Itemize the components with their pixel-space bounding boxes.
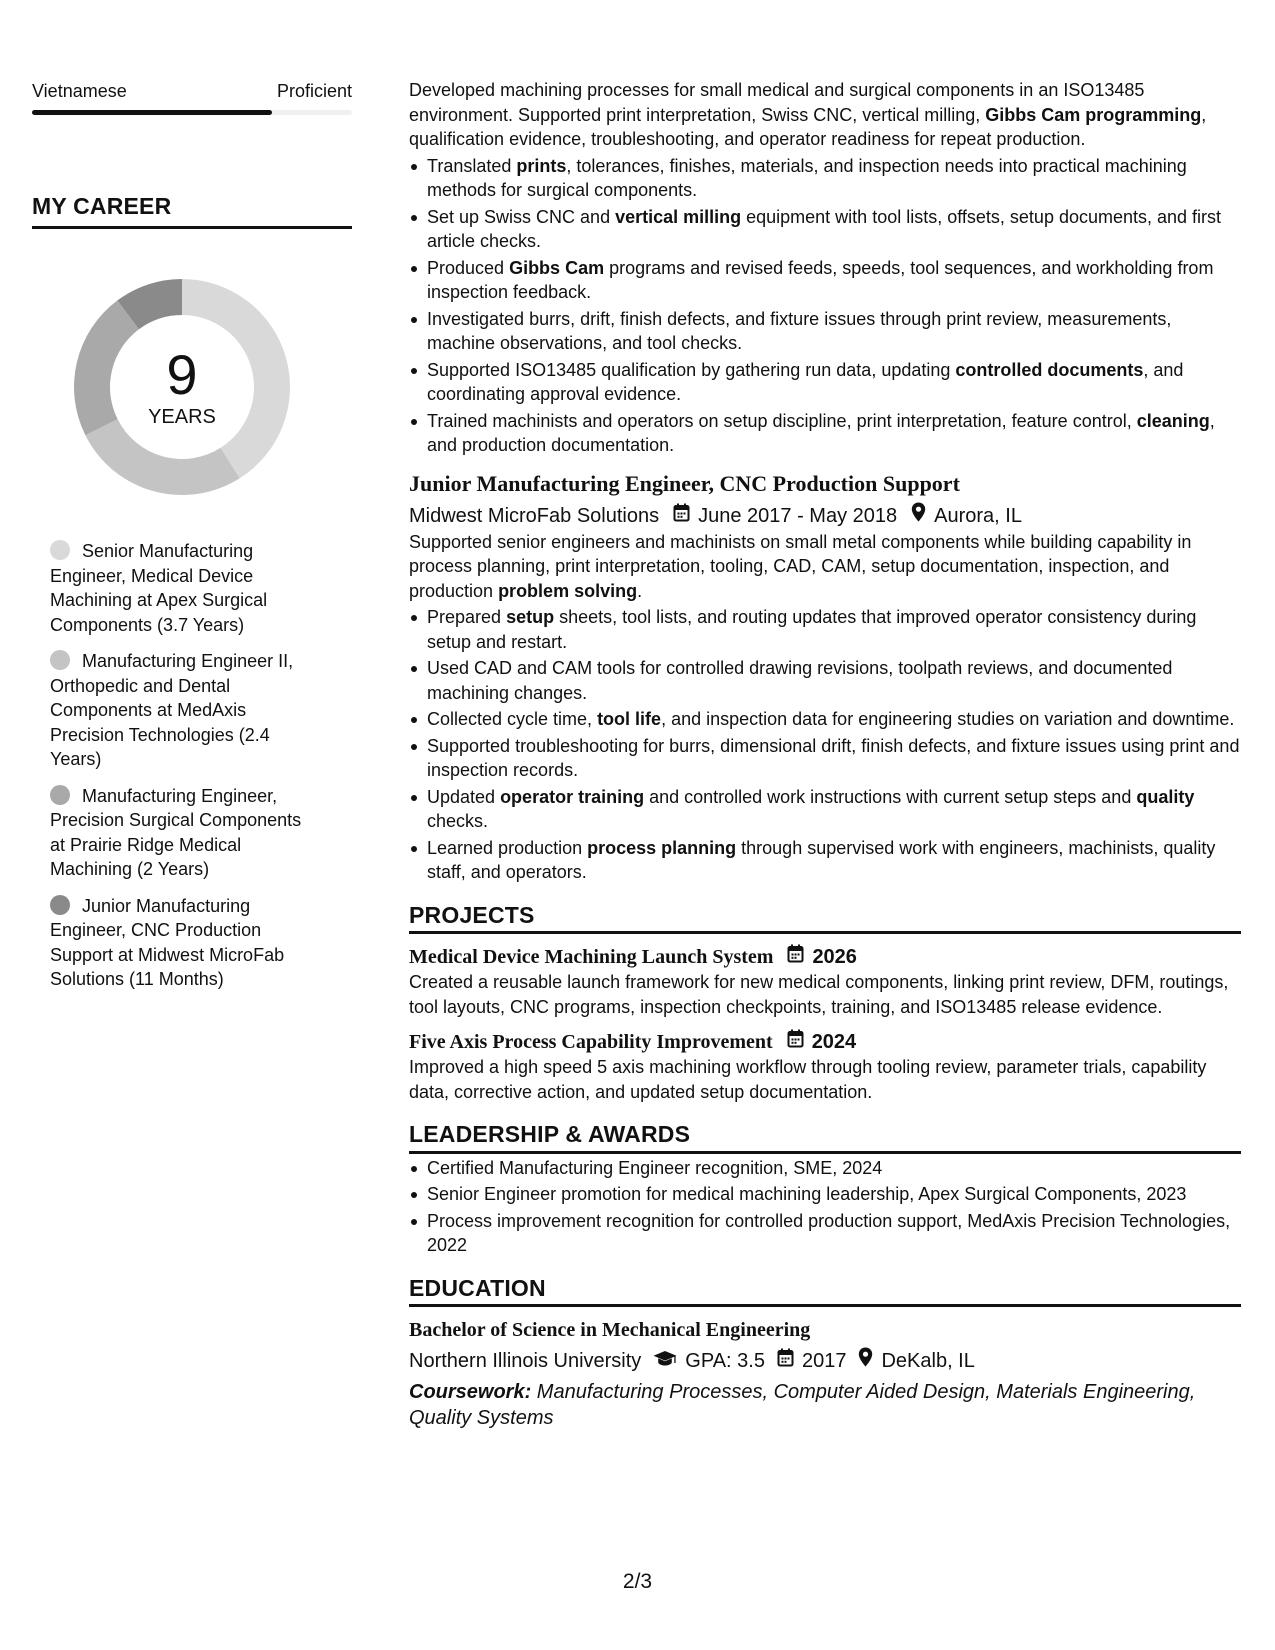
education-school: Northern Illinois University bbox=[409, 1350, 642, 1372]
bullet-item bbox=[427, 785, 1241, 834]
bullet-item bbox=[427, 734, 1241, 783]
bullet-item-text: Trained machinists and operators on setup discipline, print interpretation, feature control, bbox=[427, 410, 1137, 431]
education-section-title: EDUCATION bbox=[409, 1276, 1241, 1308]
bullet-item-bold-text: tool life bbox=[597, 709, 662, 729]
bullet-item bbox=[427, 707, 1241, 732]
bullet-item-text: , and coordinating approval evidence. bbox=[427, 359, 1184, 404]
bullet-item-bold-text: vertical milling bbox=[615, 206, 742, 227]
education-degree: Bachelor of Science in Mechanical Engineering bbox=[409, 1319, 811, 1341]
awards-list bbox=[427, 1156, 1241, 1258]
legend-label: Junior Manufacturing Engineer, CNC Production Support at Midwest MicroFab Solutions (11 Months) bbox=[50, 895, 285, 989]
bullet-item-text: through supervised work with engineers, machinists, quality staff, and operators. bbox=[427, 837, 1216, 882]
job-meta bbox=[409, 502, 1241, 530]
summary-text: , qualification evidence, troubleshooting, and operator readiness for repeat production. bbox=[409, 104, 1207, 149]
bullet-item-text: and controlled work instructions with current setup steps and bbox=[644, 786, 1137, 807]
bullet-item-text: Prepared bbox=[427, 607, 507, 627]
left-column bbox=[32, 80, 352, 1004]
legend-label: Manufacturing Engineer, Precision Surgical Components at Prairie Ridge Medical Machining (2 Years) bbox=[50, 785, 302, 879]
bullet-item bbox=[427, 409, 1241, 458]
bullet-item-bold-text: quality bbox=[1136, 786, 1195, 807]
bullet-item-bold-text: operator training bbox=[500, 786, 645, 807]
award-item: Process improvement recognition for controlled production support, MedAxis Precision Technologies, 2022 bbox=[427, 1209, 1241, 1258]
career-legend-item bbox=[50, 649, 320, 772]
bullet-item bbox=[427, 656, 1241, 705]
bullet-item-text: Set up Swiss CNC and bbox=[427, 206, 616, 227]
calendar-icon bbox=[673, 502, 690, 530]
bullet-item-text: Collected cycle time, bbox=[427, 709, 598, 729]
career-legend-item bbox=[50, 784, 320, 882]
job-bullets bbox=[427, 605, 1241, 885]
bullet-item-text: Supported troubleshooting for burrs, dimensional drift, finish defects, and fixture issues using print and inspection records. bbox=[427, 735, 1240, 780]
projects-list bbox=[409, 944, 1241, 1104]
legend-label: Manufacturing Engineer II, Orthopedic and Dental Components at MedAxis Precision Technologies (2.4 Years) bbox=[50, 651, 294, 769]
bullet-item-text: Learned production bbox=[427, 837, 588, 858]
right-column bbox=[409, 78, 1241, 1431]
bullet-item-bold-text: Gibbs Cam bbox=[509, 257, 605, 278]
bullet-item-bold-text: setup bbox=[506, 607, 555, 627]
career-donut-chart bbox=[66, 271, 298, 503]
summary-bold-text: Gibbs Cam programming bbox=[985, 104, 1202, 125]
bullet-item bbox=[427, 358, 1241, 407]
career-section-title: MY CAREER bbox=[32, 193, 352, 229]
career-total-unit: YEARS bbox=[148, 405, 216, 428]
map-pin-icon bbox=[911, 502, 926, 530]
summary-text: Supported senior engineers and machinists on small metal components while building capability in process planning, print interpretation, tooling, CAD, CAM, setup documentation, inspection, and production bbox=[409, 531, 1192, 601]
bullet-item-text: Updated bbox=[427, 786, 501, 807]
project-description: Created a reusable launch framework for new medical components, linking print review, DFM, routings, tool layouts, CNC programs, inspection checkpoints, training, and ISO13485 release evidence. bbox=[409, 972, 1229, 1017]
career-total-years: 9 bbox=[166, 342, 198, 406]
career-legend-item bbox=[50, 539, 320, 637]
legend-label: Senior Manufacturing Engineer, Medical Device Machining at Apex Surgical Components (3.7 Years) bbox=[50, 541, 268, 635]
award-item: Senior Engineer promotion for medical machining leadership, Apex Surgical Components, 2023 bbox=[427, 1182, 1241, 1207]
bullet-item bbox=[427, 256, 1241, 305]
language-level-bar bbox=[32, 110, 352, 115]
language-level-fill bbox=[32, 110, 272, 115]
project-year: 2026 bbox=[812, 946, 857, 968]
summary-text: . bbox=[637, 580, 643, 601]
bullet-item-bold-text: process planning bbox=[587, 837, 737, 858]
calendar-icon bbox=[787, 944, 804, 970]
legend-dot bbox=[50, 895, 70, 915]
bullet-item bbox=[427, 605, 1241, 654]
education-coursework bbox=[409, 1379, 1241, 1431]
bullet-item-text: Produced bbox=[427, 257, 510, 278]
bullet-item-text: equipment with tool lists, offsets, setup documents, and first article checks. bbox=[427, 206, 1222, 251]
bullet-item bbox=[427, 307, 1241, 356]
prev-job-summary bbox=[409, 78, 1241, 152]
bullet-item bbox=[427, 836, 1241, 885]
bullet-item-text: sheets, tool lists, and routing updates that improved operator consistency during setup and restart. bbox=[427, 607, 1197, 652]
career-legend-item bbox=[50, 894, 320, 992]
project-year: 2024 bbox=[811, 1031, 857, 1053]
map-pin-icon bbox=[858, 1347, 873, 1375]
project-name: Medical Device Machining Launch System bbox=[409, 946, 774, 968]
bullet-item-text: Supported ISO13485 qualification by gathering run data, updating bbox=[427, 359, 956, 380]
bullet-item-text: Translated bbox=[427, 155, 517, 176]
bullet-item bbox=[427, 154, 1241, 203]
summary-bold-text: problem solving bbox=[498, 580, 638, 601]
graduation-cap-icon bbox=[653, 1347, 677, 1375]
job-title: Junior Manufacturing Engineer, CNC Production Support bbox=[409, 470, 960, 496]
education-meta bbox=[409, 1347, 1241, 1375]
awards-section-title: LEADERSHIP & AWARDS bbox=[409, 1122, 1241, 1154]
job-dates: June 2017 - May 2018 bbox=[698, 504, 898, 527]
language-row bbox=[32, 80, 352, 102]
legend-dot bbox=[50, 785, 70, 805]
project-title bbox=[409, 944, 1241, 970]
coursework-label: Coursework: bbox=[409, 1381, 532, 1403]
bullet-item-bold-text: controlled documents bbox=[955, 359, 1144, 380]
job-summary bbox=[409, 530, 1241, 604]
bullet-item-text: Used CAD and CAM tools for controlled drawing revisions, toolpath reviews, and documented machining changes. bbox=[427, 658, 1173, 703]
bullet-item-text: Investigated burrs, drift, finish defects, and fixture issues through print review, measurements, machine observations, and tool checks. bbox=[427, 308, 1172, 353]
bullet-item-text: , and inspection data for engineering studies on variation and downtime. bbox=[661, 709, 1235, 729]
education-location: DeKalb, IL bbox=[881, 1350, 975, 1372]
bullet-item-text: , and production documentation. bbox=[427, 410, 1215, 455]
bullet-item-text: checks. bbox=[427, 811, 489, 831]
job-location: Aurora, IL bbox=[934, 504, 1022, 527]
project-name: Five Axis Process Capability Improvement bbox=[409, 1031, 773, 1053]
prev-job-bullets bbox=[427, 154, 1241, 458]
job-company: Midwest MicroFab Solutions bbox=[409, 504, 660, 527]
page-number: 2/3 bbox=[622, 1570, 653, 1593]
summary-text: Developed machining processes for small medical and surgical components in an ISO13485 environment. Supported print interpretation, Swiss CNC, vertical milling, bbox=[409, 80, 1145, 125]
legend-dot bbox=[50, 650, 70, 670]
bullet-item-bold-text: cleaning bbox=[1136, 410, 1210, 431]
legend-dot bbox=[50, 540, 70, 560]
donut-center bbox=[66, 271, 298, 503]
education-gpa: GPA: 3.5 bbox=[685, 1350, 765, 1372]
award-item: Certified Manufacturing Engineer recognition, SME, 2024 bbox=[427, 1156, 1241, 1181]
bullet-item-text: , tolerances, finishes, materials, and inspection needs into practical machining methods for surgical components. bbox=[427, 155, 1187, 200]
coursework-list: Manufacturing Processes, Computer Aided Design, Materials Engineering, Quality Systems bbox=[409, 1381, 1196, 1429]
bullet-item-text: programs and revised feeds, speeds, tool sequences, and workholding from inspection feedback. bbox=[427, 257, 1214, 302]
projects-section-title: PROJECTS bbox=[409, 903, 1241, 935]
language-level: Proficient bbox=[276, 81, 352, 101]
career-legend bbox=[50, 539, 320, 992]
language-name: Vietnamese bbox=[32, 81, 127, 101]
project-description: Improved a high speed 5 axis machining workflow through tooling review, parameter trials, capability data, corrective action, and updated setup documentation. bbox=[409, 1057, 1207, 1102]
calendar-icon bbox=[787, 1029, 804, 1055]
project-title bbox=[409, 1029, 1241, 1055]
education-year: 2017 bbox=[801, 1350, 847, 1372]
calendar-icon bbox=[777, 1347, 794, 1375]
bullet-item-bold-text: prints bbox=[516, 155, 567, 176]
bullet-item bbox=[427, 205, 1241, 254]
